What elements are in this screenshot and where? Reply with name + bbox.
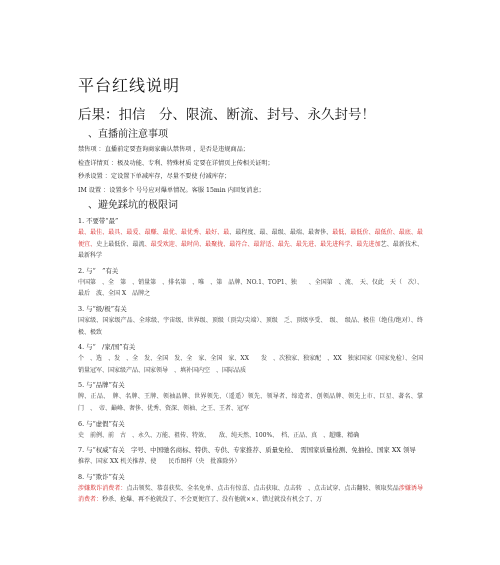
- highlighted-words: 、最受欢迎、最时尚、最聚拢、最符合、最舒适、最先、最先进、最先进科学、最先进加: [144, 240, 381, 248]
- prelive-item-flash-sale: 秒杀设置 ：定设置下单减库存，尽量不要使 付减库存；: [78, 173, 231, 180]
- word-group-heading: 6. 与“虚假”有关: [78, 419, 125, 428]
- prelive-list: [78, 143, 423, 197]
- word-text: 史上最低价、最流: [96, 240, 145, 248]
- highlighted-words: 涉嫌诱导消费者：: [78, 484, 423, 504]
- consequence-heading: 后果：扣信 分、限流、断流、封号、永久封号！: [78, 107, 375, 123]
- word-text: 个 、选 、发 、全 发、全国 发、全 家、全国 家、XX 发 、次: [78, 355, 286, 363]
- word-group-heading: 7. 与“权威”有关 字号、中国驰名商标、特供、专供、专家推荐、质量免检、 需国家质量检测、免抽检、国家 XX 领导: [78, 446, 416, 455]
- word-group-body: [78, 227, 423, 262]
- word-text: 推荐、国家 XX 机关推荐、使 民币图样（央 批准除外）: [78, 458, 241, 466]
- forbidden-word-list: [78, 216, 423, 506]
- word-group-body: [78, 315, 423, 338]
- section-heading-forbidden-words: 、避免踩坑的极限词: [88, 200, 178, 211]
- word-text: 史 前例、前 古 、永久、万能、祖传、特效、 敌、纯天然、100%、 档、正品、真 、超赚、精确: [78, 431, 360, 439]
- word-group-body: [78, 483, 423, 506]
- prelive-item-prohibited: 禁售项 ：直播前定要查询商家确认禁售项 ，是否是违规商品；: [78, 146, 249, 153]
- page-title: 平台红线说明: [78, 76, 181, 95]
- word-text: 级、最: [277, 229, 296, 236]
- word-group-heading: 2. 与“ ”有关: [78, 266, 119, 275]
- word-group-body: [78, 353, 423, 376]
- highlighted-words: 最低、最低价、最低价、最底、最便宜、: [78, 229, 423, 248]
- word-group-body: [78, 430, 423, 442]
- word-text: 国家（国家免检）、全国销量冠军、国家级产品、国家领导 、填补国内空 、国际品质: [78, 355, 423, 374]
- highlighted-words: 涉嫌欺诈消费者：: [78, 484, 127, 492]
- word-text: 秒杀、抢爆、再不抢就没了、不会更便宜了、没有他就××、错过就没有机会了、万: [102, 496, 323, 504]
- word-group-body: [78, 456, 423, 468]
- word-text: 程度、最: [241, 229, 266, 236]
- document-page: [78, 76, 423, 506]
- word-group-body: [78, 277, 423, 300]
- prelive-item-detail-page: 检查详情页 ：极及功能、专利、特殊材质 定要在详情页上传相关证明；: [78, 159, 274, 167]
- word-group-heading: 4. 与“ /家/国”有关: [78, 343, 136, 352]
- word-text: 点击领奖、恭喜获奖、全名免单、点击有惊喜、点击获取、点击转 、点击试穿、点击翻转、领取奖品: [126, 484, 399, 492]
- prelive-item-im-setting: IM 设置 ：设置多个 号号应对爆单情况。客服 15min 内回复消息；: [78, 186, 265, 194]
- word-text: 流、 天、仅此 天（ 次）、最后 波、全国 X 品牌之: [78, 278, 423, 298]
- word-text: 独家、独家配 、XX 独家: [285, 355, 360, 363]
- word-group-body: [78, 391, 423, 414]
- section-heading-prelive: 、直播前注意事项: [88, 129, 168, 140]
- word-group-heading: 8. 与“欺诈”有关: [78, 472, 125, 481]
- word-text: 中国第 、全 第 、销量第 、排名第 、唯 、第 品牌、NO.1、TOP1、独 、全国第 、: [78, 278, 345, 286]
- word-text: 牌、正品、 牌、名牌、王牌、领袖品牌、世界领先、（遥遥）领先、领导者、缔造者、创领品牌、领先上市、巨星、著名、掌门 、 帝、巅峰、奢侈、优秀、资深、领袖、之王、王者、冠军: [78, 393, 423, 412]
- word-group-heading: 5. 与“品牌”有关: [78, 381, 125, 390]
- word-group-heading: 1. 不要带“最”: [78, 217, 119, 225]
- word-text: 国家级、国家级产品、全球级、宇宙级、世界级、顶级（顶尖/尖端）、顶级 乏、顶级享受、 级、 级品、极佳（绝佳/绝对）、终极、极致: [78, 316, 423, 336]
- word-text: 艺、最新技术、最新科学: [78, 240, 423, 260]
- highlighted-words: 最、最佳、最具、最爱、最赚、最优、最优秀、最好、最: [78, 229, 230, 236]
- word-text: 、最: [265, 229, 278, 236]
- word-text: 、最: [229, 229, 242, 236]
- word-group-heading: 3. 与“级/极”有关: [78, 304, 127, 313]
- word-text: 端、最奢侈、: [295, 229, 333, 236]
